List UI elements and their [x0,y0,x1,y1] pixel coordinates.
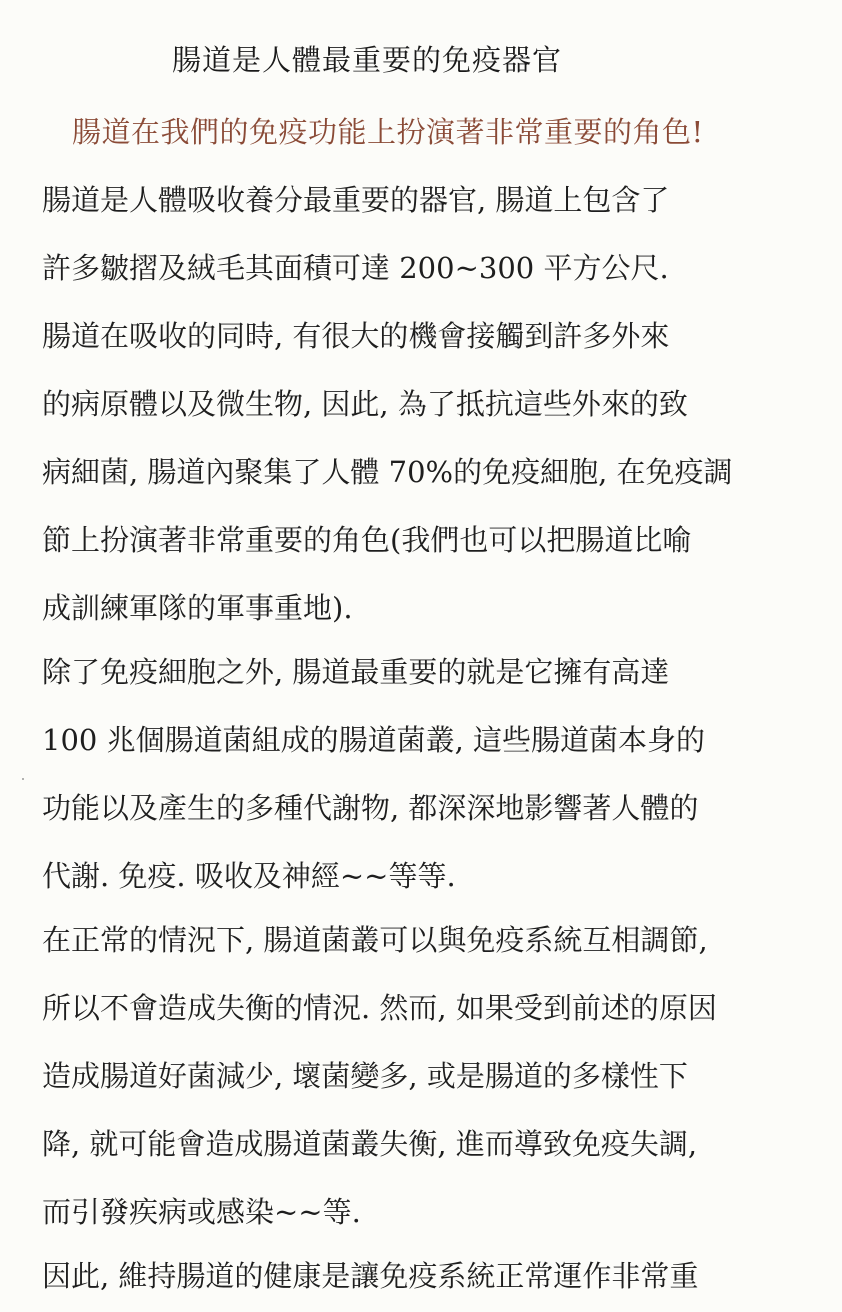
page-title: 腸道是人體最重要的免疫器官 [172,43,563,77]
paragraph-line: 成訓練軍隊的軍事重地). [42,591,353,625]
paragraph-line: 代謝. 免疫. 吸收及神經~~等等. [42,859,456,893]
paragraph-line: 許多皺摺及絨毛其面積可達 200~300 平方公尺. [42,251,669,285]
paragraph-line: 病細菌, 腸道內聚集了人體 70%的免疫細胞, 在免疫調 [42,455,733,489]
paragraph-line: 腸道是人體吸收養分最重要的器官, 腸道上包含了 [42,183,670,217]
paragraph-line: 降, 就可能會造成腸道菌叢失衡, 進而導致免疫失調, [42,1127,698,1161]
paragraph-line: 除了免疫細胞之外, 腸道最重要的就是它擁有高達 [42,655,670,689]
paragraph-line: 100 兆個腸道菌組成的腸道菌叢, 這些腸道菌本身的 [42,723,706,757]
paragraph-line: 而引發疾病或感染~~等. [42,1195,361,1229]
paragraph-line: 因此, 維持腸道的健康是讓免疫系統正常運作非常重 [42,1259,699,1293]
paragraph-line: 的病原體以及微生物, 因此, 為了抵抗這些外來的致 [42,387,688,421]
paragraph-line: 在正常的情況下, 腸道菌叢可以與免疫系統互相調節, [42,923,708,957]
paragraph-line: 所以不會造成失衡的情況. 然而, 如果受到前述的原因 [42,991,717,1025]
paragraph-line: 功能以及產生的多種代謝物, 都深深地影響著人體的 [42,791,699,825]
paragraph-line: 造成腸道好菌減少, 壞菌變多, 或是腸道的多樣性下 [42,1059,688,1093]
paragraph-line: 腸道在吸收的同時, 有很大的機會接觸到許多外來 [42,319,670,353]
paragraph-line: 節上扮演著非常重要的角色(我們也可以把腸道比喻 [42,523,692,557]
page-subtitle: 腸道在我們的免疫功能上扮演著非常重要的角色! [72,115,704,149]
paper-speck [22,778,24,780]
